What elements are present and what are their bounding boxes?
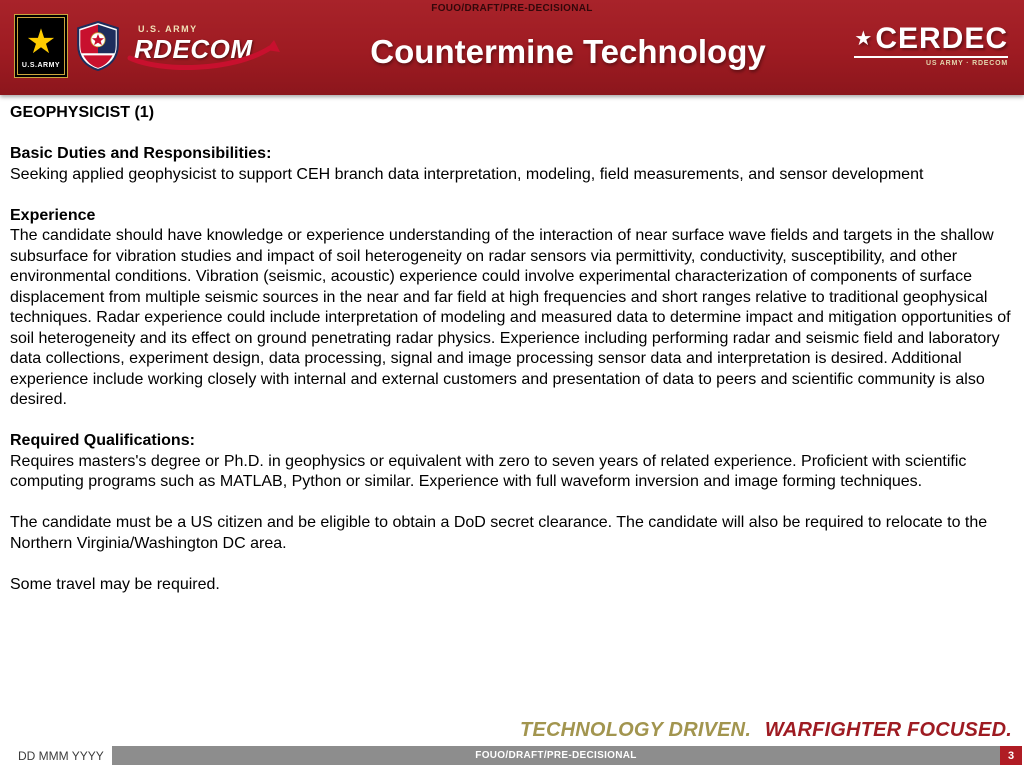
- section-text: Seeking applied geophysicist to support CEH branch data interpretation, modeling, field measurements, and sensor development: [10, 165, 924, 183]
- section-text: Some travel may be required.: [10, 575, 220, 593]
- section-experience: [10, 206, 1014, 411]
- section-required-qualifications: [10, 431, 1014, 493]
- section-citizenship: [10, 513, 1014, 554]
- page-number-badge: 3: [1000, 746, 1022, 765]
- us-army-logo: [14, 14, 68, 78]
- section-text: Requires masters's degree or Ph.D. in geophysics or equivalent with zero to seven years of related experience. Proficient with scientific computing programs such as MATLAB, Python or similar. Experience with full waveform inversion and image forming techniques.: [10, 452, 967, 490]
- footer-date: DD MMM YYYY: [0, 746, 112, 765]
- section-text: The candidate must be a US citizen and be eligible to obtain a DoD secret clearance. The candidate will also be required to relocate to the Northern Virginia/Washington DC area.: [10, 514, 988, 552]
- us-army-label: U.S.ARMY: [21, 61, 61, 69]
- rdecom-us-army-text: U.S. ARMY: [138, 24, 198, 34]
- slide-body: [0, 95, 1024, 616]
- slide-footer: [0, 746, 1024, 765]
- army-star-icon: ★: [25, 22, 57, 61]
- section-basic-duties: [10, 144, 1014, 185]
- section-text: The candidate should have knowledge or experience understanding of the interaction of near surface wave fields and targets in the shallow subsurface for vibration studies and impact of soil heterogeneity on radar sensors via permittivity, conductivity, susceptibility, and other environmental conditions. Vibration (seismic, acoustic) experience could involve experimental characterization of components of surface displacement from multiple seismic sources in the near and far field at high frequencies and short ranges relative to traditional geophysical techniques. Radar experience could include interpretation of modeling and measured data to determine impact and mitigation opportunities of soil heterogeneity and its effect on ground penetrating radar physics. Experience including performing radar and seismic field and laboratory data collections, experiment design, data processing, signal and image processing sensor data and interpretation is desired. Additional experience include working closely with internal and external customers and presentation of data to peers and scientific community is also desired.: [10, 227, 1011, 408]
- cerdec-subtitle: US ARMY · RDECOM: [925, 60, 1008, 67]
- rdecom-shield-icon: [77, 21, 119, 71]
- header-classification-marking: FOUO/DRAFT/PRE-DECISIONAL: [431, 3, 593, 14]
- slide-title: Countermine Technology: [370, 33, 766, 70]
- section-heading: Experience: [10, 206, 96, 224]
- section-heading: Required Qualifications:: [10, 432, 195, 449]
- cerdec-wordmark-text: CERDEC: [875, 22, 1008, 55]
- tagline: [520, 719, 1012, 742]
- cerdec-logo: [854, 24, 1008, 67]
- rdecom-wordmark-text: RDECOM: [134, 34, 253, 64]
- tagline-warfighter-focused: WARFIGHTER FOCUSED.: [764, 719, 1012, 741]
- slide-header: [0, 0, 1024, 95]
- cerdec-star-icon: ★: [854, 28, 873, 50]
- section-heading: Basic Duties and Responsibilities:: [10, 145, 272, 162]
- section-travel: [10, 575, 1014, 596]
- cerdec-wordmark: [854, 24, 1008, 58]
- rdecom-wordmark: [128, 18, 278, 74]
- tagline-technology-driven: TECHNOLOGY DRIVEN.: [520, 719, 752, 741]
- footer-classification-bar: [112, 746, 1000, 765]
- section-position-title: [10, 103, 1014, 124]
- section-heading: GEOPHYSICIST (1): [10, 104, 155, 121]
- logo-cluster-left: [14, 14, 278, 78]
- footer-classification-marking: FOUO/DRAFT/PRE-DECISIONAL: [475, 750, 637, 761]
